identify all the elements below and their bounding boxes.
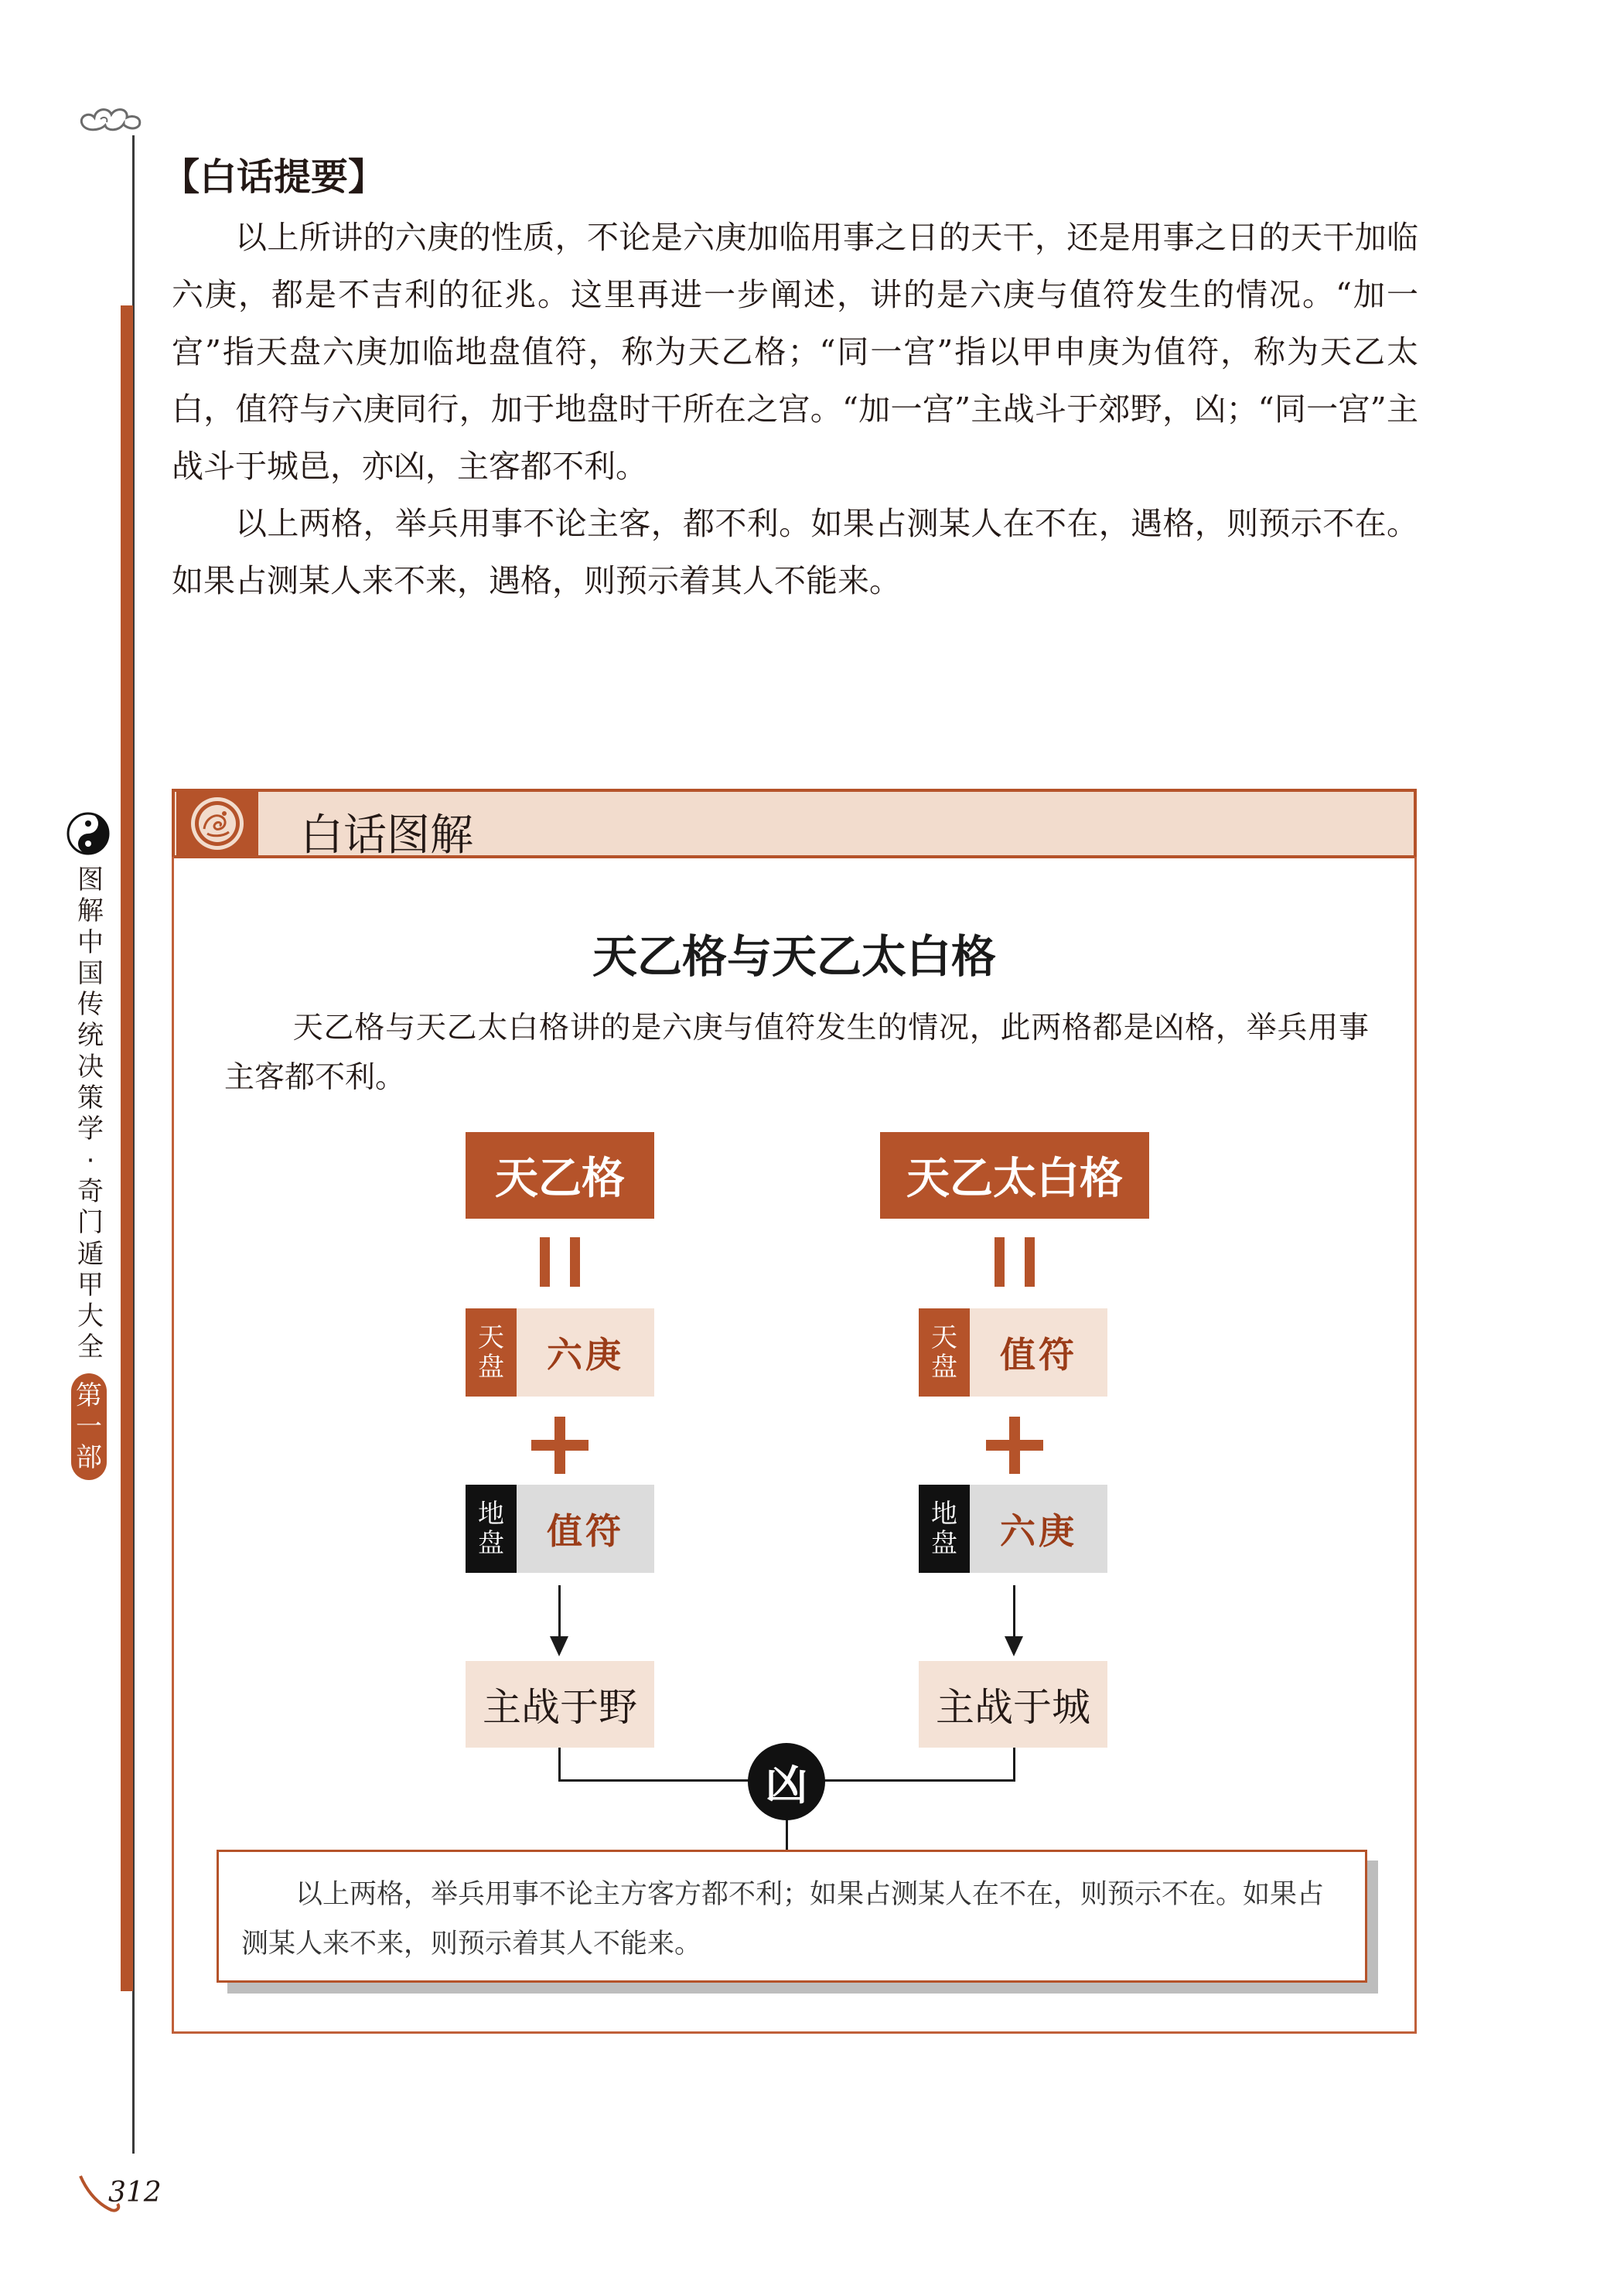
left-sky-value: 六庚 [517,1308,654,1397]
left-pattern-name: 天乙格 [466,1132,654,1219]
right-pattern-name: 天乙太白格 [880,1132,1149,1219]
diagram-title: 天乙格与天乙太白格 [592,930,996,983]
right-earth-value: 六庚 [970,1485,1107,1573]
connector-line [1013,1748,1015,1782]
diagram-description-text: 天乙格与天乙太白格讲的是六庚与值符发生的情况，此两格都是凶格，举兵用事主客都不利。 [224,1011,1369,1095]
summary-paragraph: 以上所讲的六庚的性质，不论是六庚加临用事之日的天干，还是用事之日的天干加临六庚，都是不吉利的征兆。这里再进一步阐述，讲的是六庚与值符发生的情况。“加一宫”指天盘六庚加临地盘值符，称为天乙格；“同一宫”指以甲申庚为值符，称为天乙太白，值符与六庚同行，加于地盘时干所在之宫。“加一宫”主战斗于郊野，凶；“同一宫”主战斗于城邑，亦凶，主客都不利。 [172,219,1418,485]
dragon-seal-icon [176,792,258,855]
right-sky-tag: 天 盘 [919,1308,970,1397]
part-badge: 第 一 部 [71,1373,107,1480]
arrow-down-icon [550,1636,568,1656]
note-text: 以上两格，举兵用事不论主方客方都不利；如果占测某人在不在，则预示不在。如果占测某人来不来，则预示着其人不能来。 [241,1879,1325,1959]
margin-accent-bar [121,305,133,1991]
series-title: 图 解 中 国 传 统 决 策 学 · 奇 门 遁 甲 大 全 [77,865,104,1363]
plus-icon [986,1417,1043,1474]
left-earth-tag: 地 盘 [466,1485,517,1573]
equals-icon [995,1237,1035,1287]
plus-icon [531,1417,589,1474]
cloud-ornament-icon [77,101,147,135]
illustration-header-label: 白话图解 [300,810,473,861]
left-earth-value: 值符 [517,1485,654,1573]
connector-line [786,1817,788,1851]
right-earth-tag: 地 盘 [919,1485,970,1573]
right-sky-value: 值符 [970,1308,1107,1397]
verdict-badge: 凶 [748,1743,825,1820]
arrow-line [1013,1585,1015,1639]
note-text-block [241,1870,1347,1969]
yin-yang-icon [67,812,110,855]
diagram-description [224,1004,1369,1103]
summary-paragraph: 以上两格，举兵用事不论主客，都不利。如果占测某人在不在，遇格，则预示不在。如果占测某人来不来，遇格，则预示着其人不能来。 [172,505,1418,599]
equals-icon [540,1237,580,1287]
left-sky-tag: 天 盘 [466,1308,517,1397]
connector-line [558,1748,561,1782]
page-number: 312 [108,2177,162,2208]
arrow-down-icon [1005,1636,1023,1656]
right-result: 主战于城 [919,1661,1107,1748]
arrow-line [558,1585,561,1639]
left-result: 主战于野 [466,1661,654,1748]
summary-heading: 【白话提要】 [162,155,386,199]
summary-body [172,209,1418,609]
